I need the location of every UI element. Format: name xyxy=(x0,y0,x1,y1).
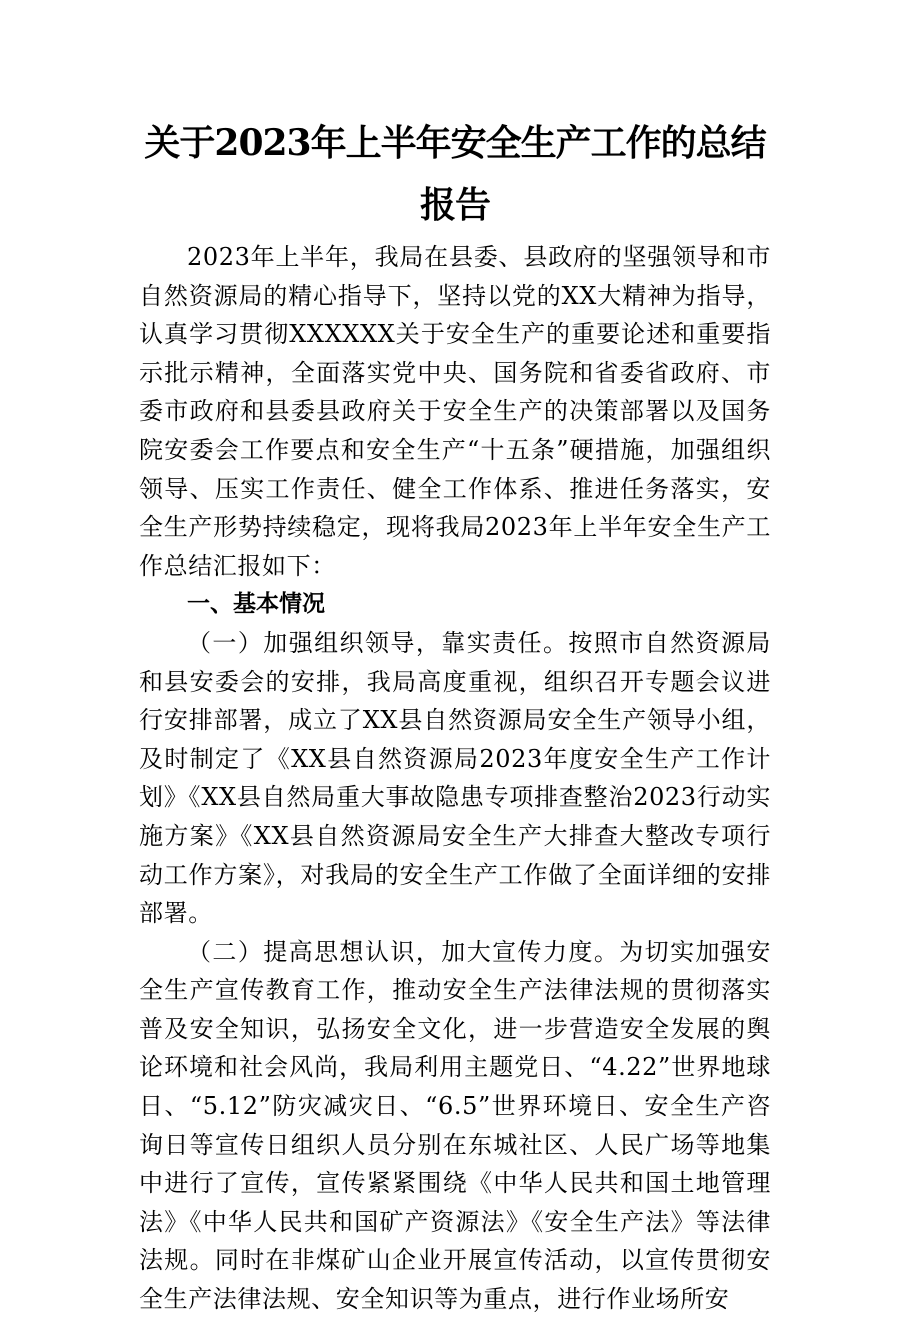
intro-paragraph: 2023年上半年，我局在县委、县政府的坚强领导和市自然资源局的精心指导下，坚持以党的XX大精神为指导，认真学习贯彻XXXXXX关于安全生产的重要论述和重要指示批示精神，全面落实党中央、国务院和省委省政府、市委市政府和县委县政府关于安全生产的决策部署以及国务院安委会工作要点和安全生产“十五条”硬措施，加强组织领导、压实工作责任、健全工作体系、推进任务落实，安全生产形势持续稳定，现将我局2023年上半年安全生产工作总结汇报如下： xyxy=(139,243,771,580)
document-title: 关于2023年上半年安全生产工作的总结报告 xyxy=(144,122,766,226)
paragraph-publicity: （二）提高思想认识，加大宣传力度。为切实加强安全生产宣传教育工作，推动安全生产法律法规的贯彻落实普及安全知识，弘扬安全文化，进一步营造安全发展的舆论环境和社会风尚，我局利用主题党日、“4.22”世界地球日、“5.12”防灾减灾日、“6.5”世界环境日、安全生产咨询日等宣传日组织人员分别在东城社区、人民广场等地集中进行了宣传，宣传紧紧围绕《中华人民共和国土地管理法》《中华人民共和国矿产资源法》《安全生产法》等法律法规。同时在非煤矿山企业开展宣传活动，以宣传贯彻安全生产法律法规、安全知识等为重点，进行作业场所安 xyxy=(139,937,771,1314)
paragraph-organization-leadership: （一）加强组织领导，靠实责任。按照市自然资源局和县安委会的安排，我局高度重视，组织召开专题会议进行安排部署，成立了XX县自然资源局安全生产领导小组，及时制定了《XX县自然资源局2023年度安全生产工作计划》《XX县自然局重大事故隐患专项排查整治2023行动实施方案》《XX县自然资源局安全生产大排查大整改专项行动工作方案》，对我局的安全生产工作做了全面详细的安排部署。 xyxy=(139,628,771,928)
document-page xyxy=(139,112,771,1319)
section-heading-basic-situation: 一、基本情况 xyxy=(187,591,325,618)
